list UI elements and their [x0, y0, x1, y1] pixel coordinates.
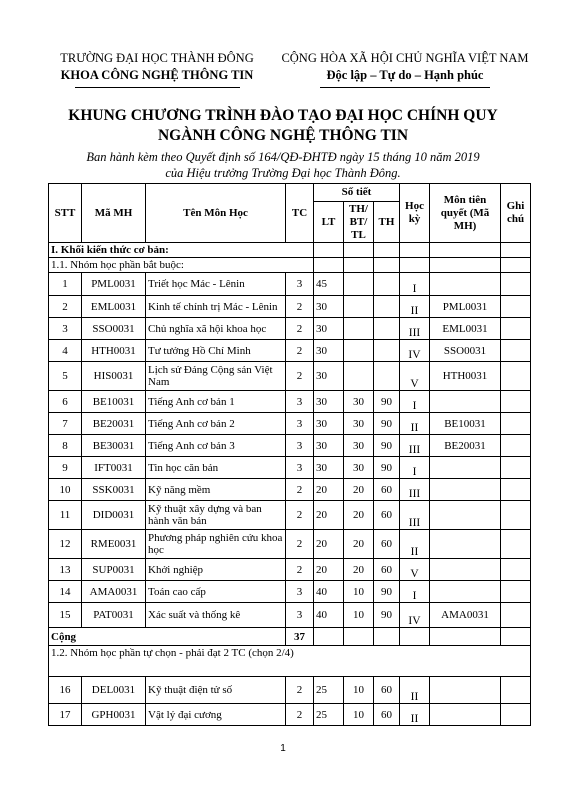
- stt-cell: 2: [49, 296, 82, 318]
- semester-cell: I: [400, 391, 430, 413]
- code-cell: RME0031: [82, 530, 146, 559]
- bt-cell: [344, 318, 374, 340]
- document-title-line2: NGÀNH CÔNG NGHỆ THÔNG TIN: [157, 127, 409, 144]
- note-cell: [501, 340, 531, 362]
- prerequisite-cell: HTH0031: [430, 362, 501, 391]
- note-cell: [501, 413, 531, 435]
- th-cell: 60: [374, 704, 400, 726]
- decision-note: Ban hành kèm theo Quyết định số 164/QĐ-ĐHTĐ ngày 15 tháng 10 năm 2019: [86, 150, 480, 164]
- note-cell: [501, 603, 531, 628]
- name-cell: Tin học căn bản: [146, 457, 286, 479]
- faculty-name: KHOA CÔNG NGHỆ THÔNG TIN: [60, 68, 254, 82]
- stt-cell: 17: [49, 704, 82, 726]
- name-cell: Kinh tế chính trị Mác - Lênin: [146, 296, 286, 318]
- bt-cell: [344, 340, 374, 362]
- stt-cell: 8: [49, 435, 82, 457]
- stt-cell: 6: [49, 391, 82, 413]
- name-cell: Kỹ thuật điện tử số: [146, 677, 286, 704]
- semester-cell: II: [400, 413, 430, 435]
- prerequisite-cell: [430, 479, 501, 501]
- semester-cell: V: [400, 559, 430, 581]
- name-cell: Tiếng Anh cơ bản 2: [146, 413, 286, 435]
- credit-cell: 2: [286, 501, 314, 530]
- credit-cell: 3: [286, 603, 314, 628]
- semester-cell: I: [400, 273, 430, 296]
- bt-cell: 10: [344, 581, 374, 603]
- credit-cell: 2: [286, 677, 314, 704]
- divider: [320, 87, 490, 88]
- header-ma-mh: Mã MH: [82, 184, 146, 243]
- name-cell: Phương pháp nghiên cứu khoa học: [146, 530, 286, 559]
- header-stt: STT: [49, 184, 82, 243]
- lt-cell: 30: [314, 457, 344, 479]
- table-row: [49, 603, 531, 628]
- prerequisite-cell: [430, 559, 501, 581]
- table-row: [49, 273, 531, 296]
- table-row: [49, 704, 531, 726]
- stt-cell: 16: [49, 677, 82, 704]
- bt-cell: 10: [344, 704, 374, 726]
- name-cell: Chủ nghĩa xã hội khoa học: [146, 318, 286, 340]
- name-cell: Tiếng Anh cơ bản 3: [146, 435, 286, 457]
- semester-cell: II: [400, 296, 430, 318]
- semester-cell: III: [400, 318, 430, 340]
- semester-cell: IV: [400, 340, 430, 362]
- lt-cell: 30: [314, 435, 344, 457]
- lt-cell: 20: [314, 559, 344, 581]
- prerequisite-cell: BE10031: [430, 413, 501, 435]
- th-cell: [374, 296, 400, 318]
- section-heading: I. Khối kiến thức cơ bản:: [49, 243, 314, 258]
- bt-cell: 20: [344, 501, 374, 530]
- name-cell: Tiếng Anh cơ bản 1: [146, 391, 286, 413]
- table-row: [49, 677, 531, 704]
- divider: [75, 87, 240, 88]
- header-lt: LT: [314, 202, 344, 243]
- note-cell: [501, 391, 531, 413]
- header-left: [42, 50, 272, 88]
- th-cell: 60: [374, 530, 400, 559]
- prerequisite-cell: [430, 273, 501, 296]
- curriculum-table: [48, 183, 531, 726]
- code-cell: IFT0031: [82, 457, 146, 479]
- motto: Độc lập – Tự do – Hạnh phúc: [326, 68, 484, 82]
- code-cell: DEL0031: [82, 677, 146, 704]
- stt-cell: 12: [49, 530, 82, 559]
- note-cell: [501, 581, 531, 603]
- header-th-bt-tl: TH/ BT/ TL: [344, 202, 374, 243]
- credit-cell: 2: [286, 340, 314, 362]
- name-cell: Khởi nghiệp: [146, 559, 286, 581]
- th-cell: [374, 362, 400, 391]
- table-row: [49, 391, 531, 413]
- lt-cell: 25: [314, 677, 344, 704]
- semester-cell: II: [400, 704, 430, 726]
- code-cell: DID0031: [82, 501, 146, 530]
- credit-cell: 2: [286, 362, 314, 391]
- bt-cell: [344, 273, 374, 296]
- code-cell: HTH0031: [82, 340, 146, 362]
- credit-cell: 2: [286, 318, 314, 340]
- decision-note-line2: của Hiệu trưởng Trường Đại học Thành Đông.: [165, 166, 401, 180]
- header-th: TH: [374, 202, 400, 243]
- lt-cell: 45: [314, 273, 344, 296]
- stt-cell: 10: [49, 479, 82, 501]
- note-cell: [501, 530, 531, 559]
- table-row: [49, 559, 531, 581]
- header-ghi-chu: Ghi chú: [501, 184, 531, 243]
- th-cell: 90: [374, 603, 400, 628]
- th-cell: 60: [374, 479, 400, 501]
- credit-cell: 3: [286, 581, 314, 603]
- note-cell: [501, 559, 531, 581]
- prerequisite-cell: SSO0031: [430, 340, 501, 362]
- code-cell: SSK0031: [82, 479, 146, 501]
- name-cell: Kỹ thuật xây dựng và ban hành văn bản: [146, 501, 286, 530]
- credit-cell: 3: [286, 435, 314, 457]
- th-cell: 60: [374, 677, 400, 704]
- th-cell: 60: [374, 501, 400, 530]
- stt-cell: 5: [49, 362, 82, 391]
- lt-cell: 30: [314, 318, 344, 340]
- note-cell: [501, 362, 531, 391]
- credit-cell: 3: [286, 391, 314, 413]
- prerequisite-cell: [430, 457, 501, 479]
- name-cell: Xác suất và thống kê: [146, 603, 286, 628]
- lt-cell: 25: [314, 704, 344, 726]
- name-cell: Triết học Mác - Lênin: [146, 273, 286, 296]
- university-name: TRƯỜNG ĐẠI HỌC THÀNH ĐÔNG: [60, 51, 254, 65]
- code-cell: BE30031: [82, 435, 146, 457]
- bt-cell: 30: [344, 457, 374, 479]
- lt-cell: 20: [314, 530, 344, 559]
- table-row: [49, 581, 531, 603]
- semester-cell: IV: [400, 603, 430, 628]
- prerequisite-cell: [430, 391, 501, 413]
- bt-cell: 20: [344, 479, 374, 501]
- note-cell: [501, 479, 531, 501]
- note-cell: [501, 501, 531, 530]
- total-label: Cộng: [49, 628, 286, 646]
- name-cell: Lịch sử Đảng Cộng sản Việt Nam: [146, 362, 286, 391]
- name-cell: Toán cao cấp: [146, 581, 286, 603]
- table-row: [49, 318, 531, 340]
- prerequisite-cell: [430, 530, 501, 559]
- prerequisite-cell: BE20031: [430, 435, 501, 457]
- code-cell: EML0031: [82, 296, 146, 318]
- lt-cell: 40: [314, 603, 344, 628]
- th-cell: [374, 340, 400, 362]
- stt-cell: 11: [49, 501, 82, 530]
- semester-cell: V: [400, 362, 430, 391]
- th-cell: 60: [374, 559, 400, 581]
- prerequisite-cell: [430, 581, 501, 603]
- group-heading: 1.2. Nhóm học phần tự chọn - phải đạt 2 TC (chọn 2/4): [49, 646, 531, 677]
- bt-cell: 10: [344, 677, 374, 704]
- credit-cell: 3: [286, 413, 314, 435]
- table-row: [49, 530, 531, 559]
- credit-cell: 2: [286, 530, 314, 559]
- th-cell: 90: [374, 581, 400, 603]
- code-cell: BE10031: [82, 391, 146, 413]
- lt-cell: 20: [314, 501, 344, 530]
- prerequisite-cell: EML0031: [430, 318, 501, 340]
- table-row: [49, 340, 531, 362]
- bt-cell: [344, 296, 374, 318]
- bt-cell: 20: [344, 559, 374, 581]
- bt-cell: 10: [344, 603, 374, 628]
- country-name: CỘNG HÒA XÃ HỘI CHỦ NGHĨA VIỆT NAM: [281, 51, 529, 65]
- prerequisite-cell: PML0031: [430, 296, 501, 318]
- th-cell: 90: [374, 391, 400, 413]
- stt-cell: 13: [49, 559, 82, 581]
- semester-cell: II: [400, 677, 430, 704]
- table-row: [49, 501, 531, 530]
- code-cell: HIS0031: [82, 362, 146, 391]
- header-hoc-ky: Học kỳ: [400, 184, 430, 243]
- header-ten-mon: Tên Môn Học: [146, 184, 286, 243]
- credit-cell: 2: [286, 704, 314, 726]
- document-title: KHUNG CHƯƠNG TRÌNH ĐÀO TẠO ĐẠI HỌC CHÍNH QUY: [68, 107, 498, 124]
- bt-cell: 30: [344, 413, 374, 435]
- note-cell: [501, 704, 531, 726]
- note-cell: [501, 273, 531, 296]
- credit-cell: 3: [286, 457, 314, 479]
- code-cell: PML0031: [82, 273, 146, 296]
- semester-cell: III: [400, 435, 430, 457]
- note-cell: [501, 318, 531, 340]
- total-row: [49, 628, 531, 646]
- lt-cell: 40: [314, 581, 344, 603]
- code-cell: SUP0031: [82, 559, 146, 581]
- bt-cell: 20: [344, 530, 374, 559]
- stt-cell: 1: [49, 273, 82, 296]
- stt-cell: 7: [49, 413, 82, 435]
- credit-cell: 2: [286, 296, 314, 318]
- code-cell: BE20031: [82, 413, 146, 435]
- table-row: [49, 296, 531, 318]
- stt-cell: 9: [49, 457, 82, 479]
- prerequisite-cell: AMA0031: [430, 603, 501, 628]
- stt-cell: 4: [49, 340, 82, 362]
- bt-cell: [344, 362, 374, 391]
- lt-cell: 30: [314, 413, 344, 435]
- table-row: [49, 362, 531, 391]
- header-mon-tien-quyet: Môn tiên quyết (Mã MH): [430, 184, 501, 243]
- table-row: [49, 479, 531, 501]
- semester-cell: III: [400, 501, 430, 530]
- code-cell: SSO0031: [82, 318, 146, 340]
- semester-cell: II: [400, 530, 430, 559]
- note-cell: [501, 677, 531, 704]
- semester-cell: I: [400, 457, 430, 479]
- table-row: [49, 457, 531, 479]
- bt-cell: 30: [344, 391, 374, 413]
- note-cell: [501, 457, 531, 479]
- lt-cell: 30: [314, 296, 344, 318]
- credit-cell: 2: [286, 559, 314, 581]
- table-row: [49, 413, 531, 435]
- lt-cell: 30: [314, 391, 344, 413]
- semester-cell: III: [400, 479, 430, 501]
- credit-cell: 3: [286, 273, 314, 296]
- prerequisite-cell: [430, 677, 501, 704]
- lt-cell: 20: [314, 479, 344, 501]
- note-cell: [501, 296, 531, 318]
- stt-cell: 15: [49, 603, 82, 628]
- bt-cell: 30: [344, 435, 374, 457]
- th-cell: [374, 273, 400, 296]
- total-credits: 37: [286, 628, 314, 646]
- name-cell: Tư tưởng Hồ Chí Minh: [146, 340, 286, 362]
- header-so-tiet: Số tiết: [314, 184, 400, 202]
- prerequisite-cell: [430, 704, 501, 726]
- th-cell: 90: [374, 435, 400, 457]
- stt-cell: 3: [49, 318, 82, 340]
- credit-cell: 2: [286, 479, 314, 501]
- name-cell: Kỹ năng mềm: [146, 479, 286, 501]
- prerequisite-cell: [430, 501, 501, 530]
- th-cell: [374, 318, 400, 340]
- semester-cell: I: [400, 581, 430, 603]
- header-tc: TC: [286, 184, 314, 243]
- page-number: 1: [280, 743, 286, 754]
- header-right: [270, 50, 540, 88]
- stt-cell: 14: [49, 581, 82, 603]
- lt-cell: 30: [314, 340, 344, 362]
- code-cell: GPH0031: [82, 704, 146, 726]
- group-heading: 1.1. Nhóm học phần bắt buộc:: [49, 258, 314, 273]
- th-cell: 90: [374, 457, 400, 479]
- name-cell: Vật lý đại cương: [146, 704, 286, 726]
- code-cell: AMA0031: [82, 581, 146, 603]
- th-cell: 90: [374, 413, 400, 435]
- lt-cell: 30: [314, 362, 344, 391]
- table-row: [49, 435, 531, 457]
- note-cell: [501, 435, 531, 457]
- code-cell: PAT0031: [82, 603, 146, 628]
